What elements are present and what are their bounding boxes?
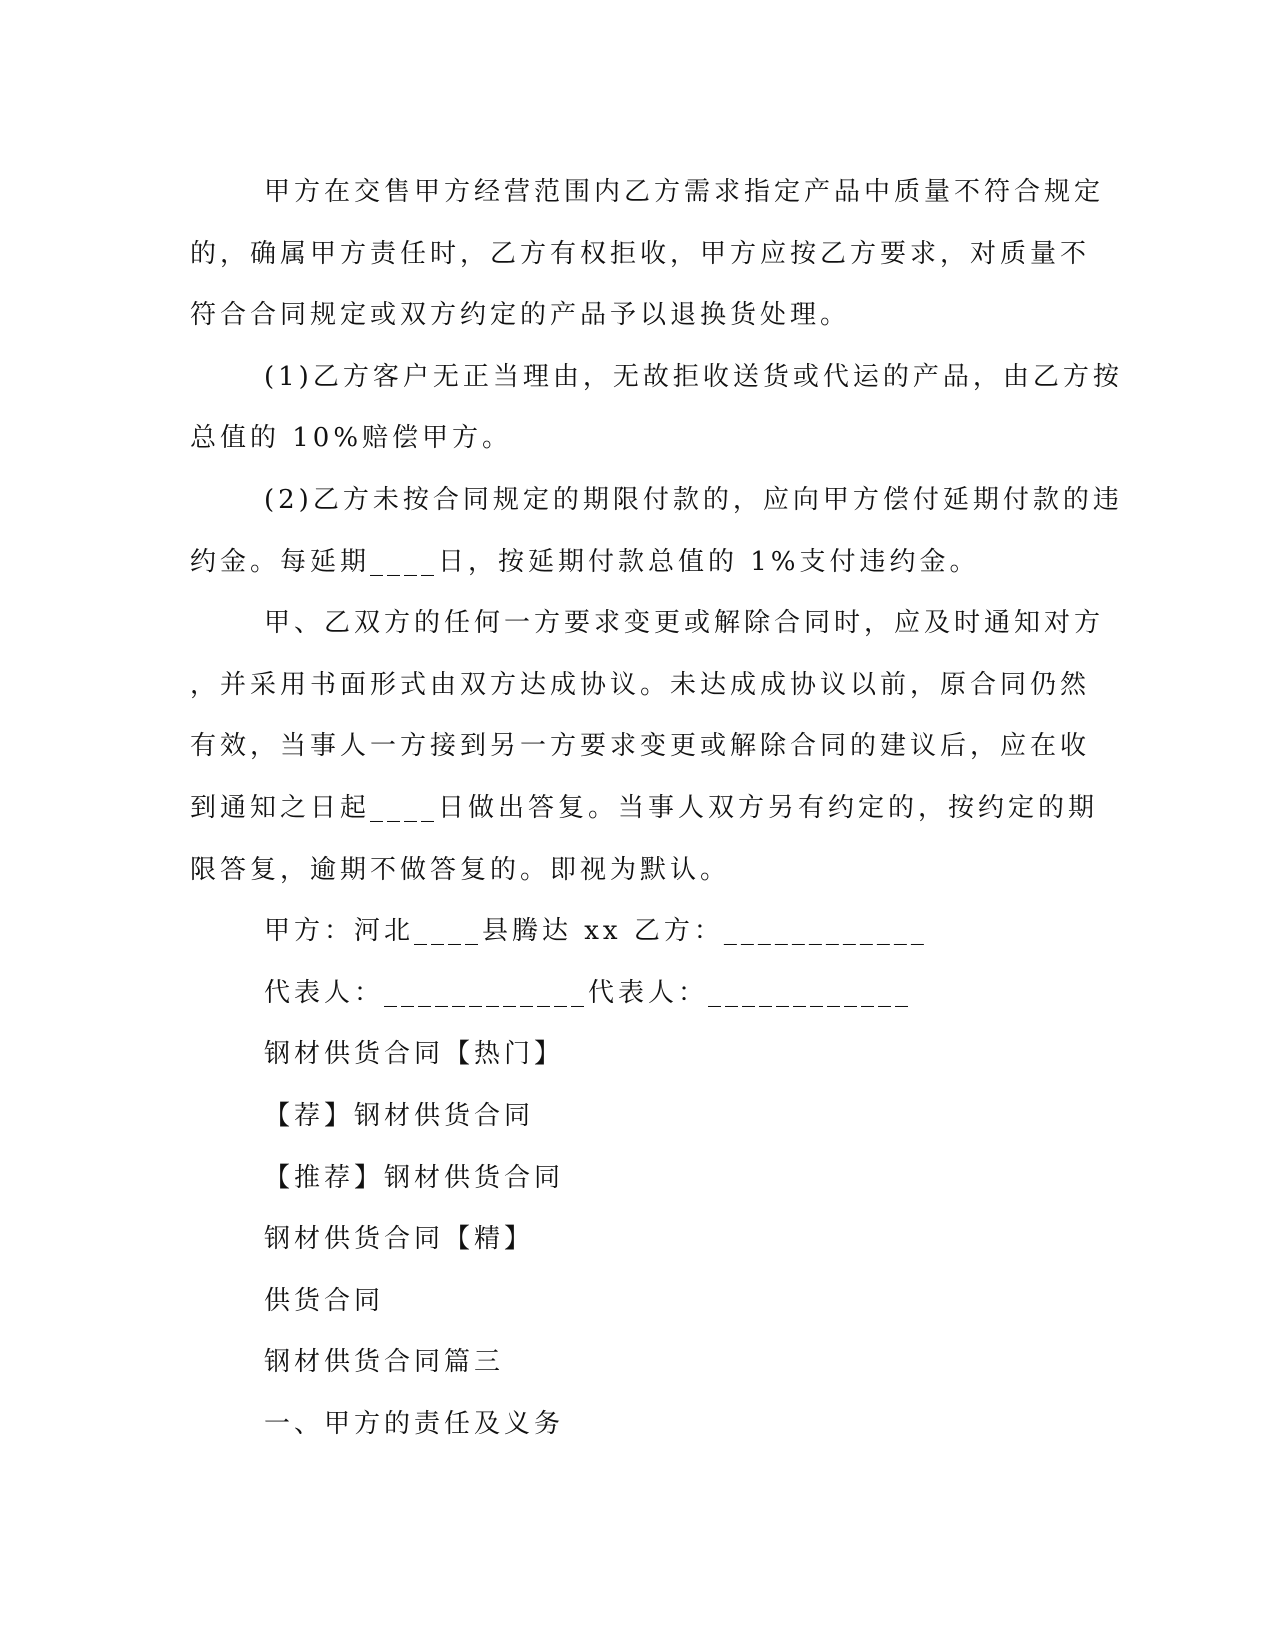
paragraph-line: 总值的 10%赔偿甲方。 xyxy=(190,423,513,454)
paragraph-line: 甲、乙双方的任何一方要求变更或解除合同时，应及时通知对方 xyxy=(264,608,1105,639)
paragraph-line: 甲方在交售甲方经营范围内乙方需求指定产品中质量不符合规定 xyxy=(264,177,1105,207)
heading-line: 钢材供货合同【热门】 xyxy=(264,1039,565,1070)
paragraph-line: 约金。每延期____日，按延期付款总值的 1%支付违约金。 xyxy=(190,546,980,577)
paragraph-line: (1)乙方客户无正当理由，无故拒收送货或代运的产品，由乙方按 xyxy=(264,361,1123,392)
paragraph-line: 有效，当事人一方接到另一方要求变更或解除合同的建议后，应在收 xyxy=(190,731,1091,762)
signature-line-representative: 代表人：____________代表人：____________ xyxy=(264,977,913,1008)
paragraph-line: 限答复，逾期不做答复的。即视为默认。 xyxy=(190,854,731,885)
heading-line: 供货合同 xyxy=(264,1285,385,1316)
signature-line-party: 甲方：河北____县腾达 xx 乙方：____________ xyxy=(264,916,928,947)
heading-line: 钢材供货合同篇三 xyxy=(264,1347,505,1378)
paragraph-line: 的，确属甲方责任时，乙方有权拒收，甲方应按乙方要求，对质量不 xyxy=(190,238,1091,269)
paragraph-line: 到通知之日起____日做出答复。当事人双方另有约定的，按约定的期 xyxy=(190,792,1099,823)
document-body xyxy=(190,162,1123,1455)
section-heading: 一、甲方的责任及义务 xyxy=(264,1408,565,1439)
heading-line: 【推荐】钢材供货合同 xyxy=(264,1162,565,1193)
heading-line: 钢材供货合同【精】 xyxy=(264,1224,535,1255)
paragraph-line: ，并采用书面形式由双方达成协议。未达成成协议以前，原合同仍然 xyxy=(190,669,1091,700)
paragraph-line: 符合合同规定或双方约定的产品予以退换货处理。 xyxy=(190,300,851,331)
heading-line: 【荐】钢材供货合同 xyxy=(264,1100,535,1131)
paragraph-line: (2)乙方未按合同规定的期限付款的，应向甲方偿付延期付款的违 xyxy=(264,484,1123,515)
